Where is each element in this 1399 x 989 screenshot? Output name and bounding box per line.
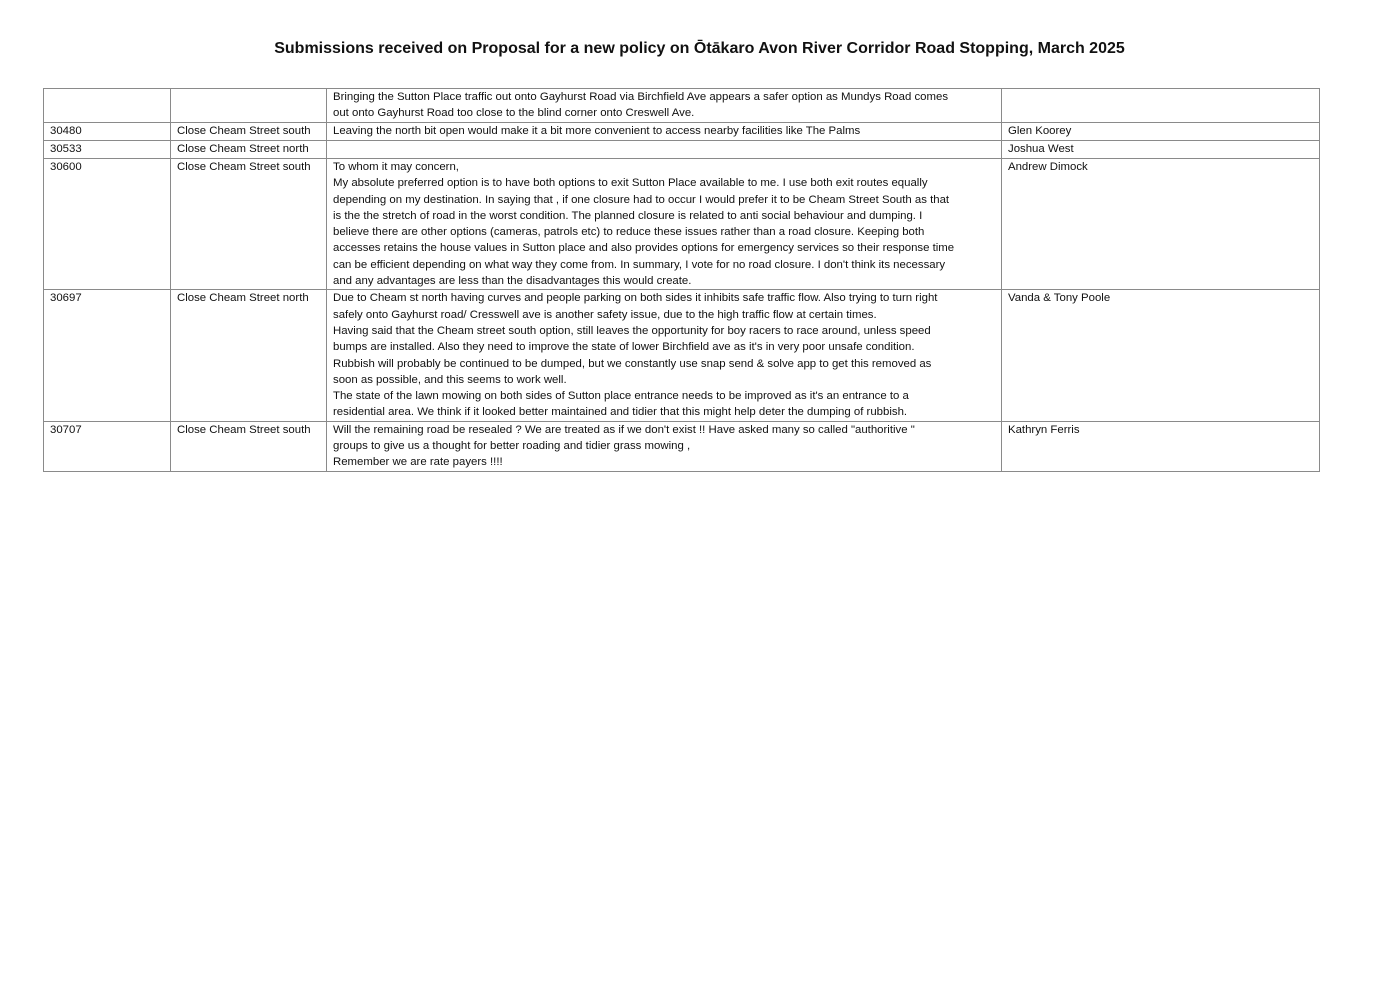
submitter-name: Andrew Dimock <box>1008 161 1088 173</box>
submitter-name-cell <box>1002 159 1320 290</box>
submission-id: 30600 <box>50 161 82 173</box>
table-row <box>44 141 1320 159</box>
table-row <box>44 123 1320 141</box>
comment-line: My absolute preferred option is to have both options to exit Sutton Place available to me. I use both exit routes equally <box>333 177 928 190</box>
submission-id-cell <box>44 89 171 123</box>
comment-line: bumps are installed. Also they need to improve the state of lower Birchfield ave as it's in very poor unsafe condition. <box>333 341 915 354</box>
comment-line: soon as possible, and this seems to work well. <box>333 373 567 386</box>
submitter-name: Kathryn Ferris <box>1008 423 1080 436</box>
submitter-name-cell <box>1002 141 1320 159</box>
preferred-option: Close Cheam Street south <box>177 125 311 137</box>
comment-cell <box>327 159 1002 290</box>
comment-line: accesses retains the house values in Sutton place and also provides options for emergency services so their response time <box>333 242 955 255</box>
preferred-option: Close Cheam Street south <box>177 423 311 436</box>
preferred-option: Close Cheam Street south <box>177 161 311 173</box>
preferred-option-cell <box>171 89 327 123</box>
submission-id-cell <box>44 421 171 471</box>
page-title: Submissions received on Proposal for a new policy on Ōtākaro Avon River Corridor Road Stopping, March 2025 <box>274 40 1125 57</box>
comment-line: Remember we are rate payers !!!! <box>333 456 503 469</box>
submitter-name: Joshua West <box>1008 143 1074 155</box>
preferred-option-cell <box>171 421 327 471</box>
submission-id: 30533 <box>50 143 82 155</box>
preferred-option: Close Cheam Street north <box>177 292 309 305</box>
submission-id: 30480 <box>50 125 82 137</box>
comment-line: Having said that the Cheam street south option, still leaves the opportunity for boy racers to race around, unless speed <box>333 324 931 337</box>
comment-line: To whom it may concern, <box>333 161 459 173</box>
submission-id-cell <box>44 290 171 421</box>
table-row <box>44 290 1320 421</box>
table-row <box>44 89 1320 123</box>
comment-line: Due to Cheam st north having curves and people parking on both sides it inhibits safe traffic flow. Also trying to turn right <box>333 292 938 305</box>
preferred-option: Close Cheam Street north <box>177 143 309 155</box>
comment-cell <box>327 89 1002 123</box>
comment-line: The state of the lawn mowing on both sides of Sutton place entrance needs to be improved as it's an entrance to a <box>333 390 909 403</box>
submission-id-cell <box>44 159 171 290</box>
preferred-option-cell <box>171 141 327 159</box>
comment-cell <box>327 421 1002 471</box>
submitter-name-cell <box>1002 290 1320 421</box>
comment-line: and any advantages are less than the disadvantages this would create. <box>333 275 692 288</box>
preferred-option-cell <box>171 290 327 421</box>
preferred-option-cell <box>171 159 327 290</box>
comment-cell <box>327 290 1002 421</box>
submitter-name: Glen Koorey <box>1008 125 1072 137</box>
comment-line: residential area. We think if it looked better maintained and tidier that this might help deter the dumping of rubbish. <box>333 406 908 419</box>
comment-cell <box>327 141 1002 159</box>
submissions-table-body <box>44 89 1320 472</box>
comment-cell <box>327 123 1002 141</box>
preferred-option-cell <box>171 123 327 141</box>
submitter-name-cell <box>1002 421 1320 471</box>
submissions-table <box>43 88 1320 472</box>
comment-line: is the the stretch of road in the worst condition. The planned closure is related to anti social behaviour and dumping. I <box>333 209 923 222</box>
table-row <box>44 159 1320 290</box>
submission-id: 30707 <box>50 423 82 436</box>
submitter-name: Vanda & Tony Poole <box>1008 292 1111 305</box>
comment-line: safely onto Gayhurst road/ Cresswell ave is another safety issue, due to the high traffic flow at certain times. <box>333 308 877 321</box>
comment-line: groups to give us a thought for better roading and tidier grass mowing , <box>333 440 691 453</box>
comment-line: Bringing the Sutton Place traffic out onto Gayhurst Road via Birchfield Ave appears a safer option as Mundys Road comes <box>333 91 949 103</box>
comment-line: believe there are other options (cameras, patrols etc) to reduce these issues rather than a road closure. Keeping both <box>333 226 925 239</box>
submission-id: 30697 <box>50 292 82 305</box>
submission-id-cell <box>44 141 171 159</box>
comment-line: Rubbish will probably be continued to be dumped, but we constantly use snap send & solve app to get this removed as <box>333 357 932 370</box>
comment-line: depending on my destination. In saying that , if one closure had to occur I would prefer it to be Cheam Street South as that <box>333 193 950 206</box>
submitter-name-cell <box>1002 89 1320 123</box>
comment-line: Will the remaining road be resealed ? We are treated as if we don't exist !! Have asked many so called "authoritive " <box>333 423 915 436</box>
comment-line: can be efficient depending on what way they come from. In summary, I vote for no road closure. I don't think its necessary <box>333 258 946 271</box>
table-row <box>44 421 1320 471</box>
comment-line: out onto Gayhurst Road too close to the blind corner onto Creswell Ave. <box>333 107 695 120</box>
submission-id-cell <box>44 123 171 141</box>
comment-line: Leaving the north bit open would make it a bit more convenient to access nearby facilities like The Palms <box>333 125 861 137</box>
submitter-name-cell <box>1002 123 1320 141</box>
